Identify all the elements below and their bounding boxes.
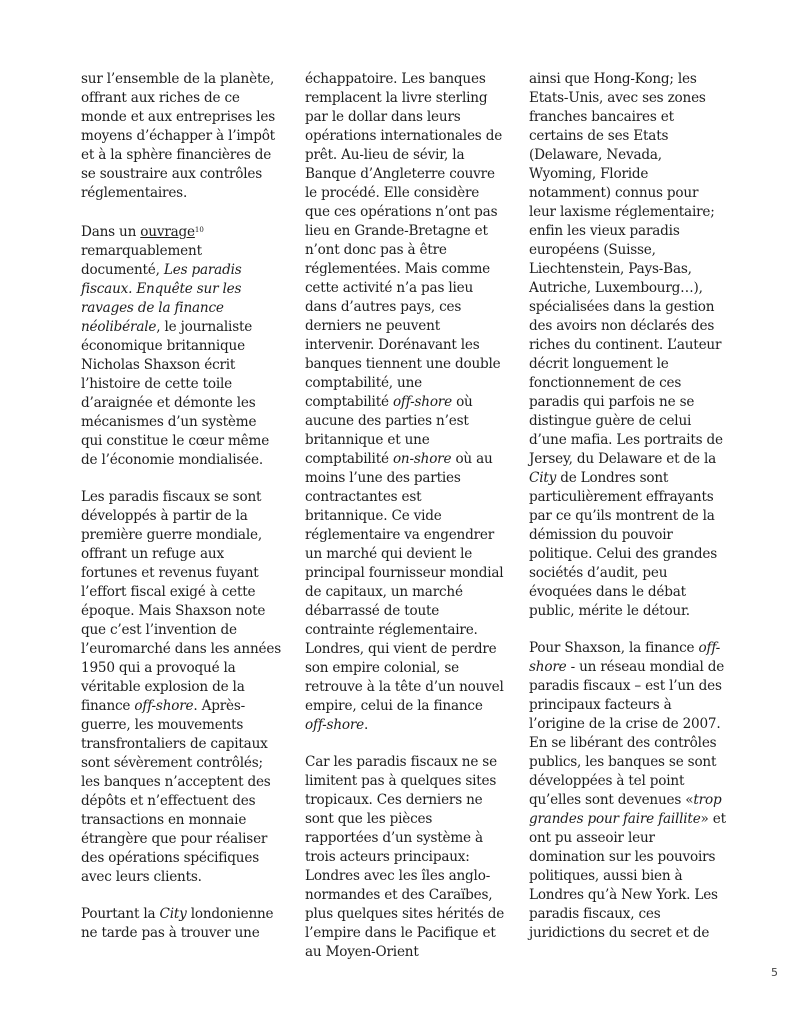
book-link[interactable]: ouvrage bbox=[140, 224, 195, 240]
page-number: 5 bbox=[771, 966, 778, 979]
text-column-2 bbox=[305, 70, 505, 980]
paragraph: échappatoire. Les banques remplacent la livre sterling par le dollar dans leurs opérations internationales de prêt. Au-lieu de sévir, la Banque d’Angleterre couvre le procédé. Elle considère que ces opérations n’ont pas lieu en Grande-Bretagne et n’ont donc pas à être réglementées. Mais comme cette activité n’a pas lieu dans d’autres pays, ces derniers ne peuvent intervenir. Dorénavant les banques tiennent une double comptabilité, une comptabilité off-shore où aucune des parties n’est britannique et une comptabilité on-shore où au moins l’une des parties contractantes est britannique. Ce vide réglementaire va engendrer un marché qui devient le principal fournisseur mondial de capitaux, un marché débarrassé de toute contrainte réglementaire. Londres, qui vient de perdre son empire colonial, se retrouve à la tête d’un nouvel empire, celui de la finance off-shore. bbox=[305, 71, 504, 733]
footnote-marker[interactable]: 10 bbox=[194, 226, 204, 234]
text-column-3 bbox=[529, 70, 729, 961]
paragraph: Pour Shaxson, la finance off-shore - un réseau mondial de paradis fiscaux – est l’un des principaux facteurs à l’origine de la crise de 2007. En se libérant des contrôles publics, les banques se sont développées à tel point qu’elles sont devenues «trop grandes pour faire faillite» et ont pu asseoir leur domination sur les pouvoirs politiques, aussi bien à Londres qu’à New York. Les paradis fiscaux, ces juridictions du secret et de bbox=[529, 640, 726, 941]
paragraph: Pourtant la City londonienne ne tarde pas à trouver une bbox=[81, 906, 274, 941]
paragraph: Les paradis fiscaux se sont développés à partir de la première guerre mondiale, offrant un refuge aux fortunes et revenus fuyant l’effort fiscal exigé à cette époque. Mais Shaxson note que c’est l’invention de l’euromarché dans les années 1950 qui a provoqué la véritable explosion de la finance off-shore. Après-guerre, les mouvements transfrontaliers de capitaux sont sévèrement contrôlés; les banques n’acceptent des dépôts et n’effectuent des transactions en monnaie étrangère que pour réaliser des opérations spécifiques avec leurs clients. bbox=[81, 489, 282, 885]
paragraph: sur l’ensemble de la planète, offrant aux riches de ce monde et aux entreprises les moyens d’échapper à l’impôt et à la sphère financières de se soustraire aux contrôles réglementaires. bbox=[81, 71, 276, 201]
paragraph: Car les paradis fiscaux ne se limitent pas à quelques sites tropicaux. Ces derniers ne sont que les pièces rapportées d’un système à trois acteurs principaux: Londres avec les îles anglo-normandes et des Caraïbes, plus quelques sites hérités de l’empire dans le Pacifique et au Moyen-Orient bbox=[305, 754, 505, 960]
book-title: Les paradis fiscaux. Enquête sur les ravages de la finance néolibérale bbox=[81, 262, 242, 335]
text-column-1 bbox=[81, 70, 281, 961]
paragraph: Dans un ouvrage$^{10}$ remarquablement documenté, Les paradis fiscaux. Enquête sur les ravages de la finance néolibérale, le journaliste économique britannique Nicholas Shaxson écrit l’histoire de cette toile d’araignée et démonte les mécanismes d’un système qui constitue le cœur même de l’économie mondialisée. bbox=[81, 224, 270, 468]
paragraph: ainsi que Hong-Kong; les Etats-Unis, avec ses zones franches bancaires et certains de ses Etats (Delaware, Nevada, Wyoming, Floride notamment) connus pour leur laxisme réglementaire; enfin les vieux paradis européens (Suisse, Liechtenstein, Pays-Bas, Autriche, Luxembourg…), spécialisées dans la gestion des avoirs non déclarés des riches du continent. L’auteur décrit longuement le fonctionnement de ces paradis qui parfois ne se distingue guère de celui d’une mafia. Les portraits de Jersey, du Delaware et de la City de Londres sont particulièrement effrayants par ce qu’ils montrent de la démission du pouvoir politique. Celui des grandes sociétés d’audit, peu évoquées dans le débat public, mérite le détour. bbox=[529, 71, 723, 619]
